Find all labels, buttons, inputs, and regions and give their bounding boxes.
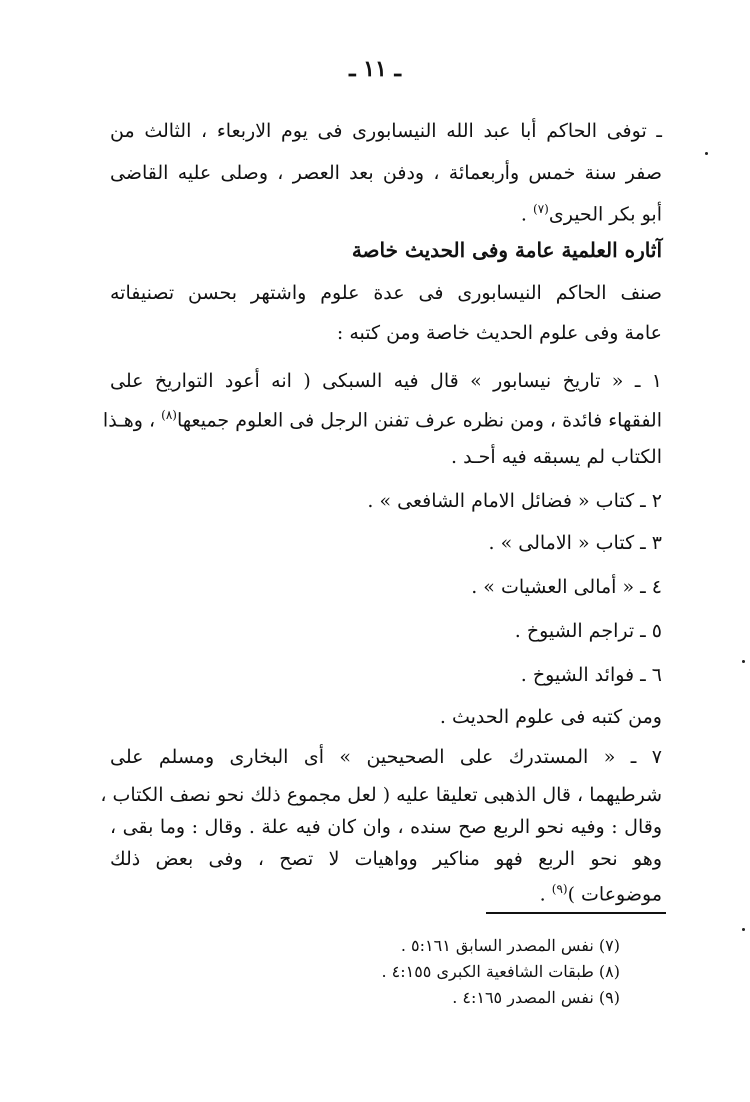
footnote-ref: (٩) [551,882,568,896]
line-text: موضوعات ) [567,883,662,906]
footnote: (٨) طبقات الشافعية الكبرى ٤:١٥٥ . [381,962,620,981]
line-text: الفقهاء فائدة ، ومن نظره عرف تفنن الرجل فى العلوم جميعها [176,409,662,432]
list-item: ٦ ـ فوائد الشيوخ . [520,664,662,686]
scan-speck [705,152,708,155]
footnote: (٧) نفس المصدر السابق ٥:١٦١ . [400,936,620,955]
text-line: صفر سنة خمس وأربعمائة ، ودفن بعد العصر ، وصلى عليه القاضى [110,162,662,184]
list-item: ٤ ـ « أمالى العشيات » . [471,576,662,598]
list-item: ٣ ـ كتاب « الامالى » . [488,532,662,554]
scan-speck [742,928,745,931]
text-line: عامة وفى علوم الحديث خاصة ومن كتبه : [336,322,662,344]
line-end-dot: . [539,883,546,906]
list-item: ٧ ـ « المستدرك على الصحيحين » أى البخارى ومسلم على [110,746,662,768]
text-line: وقال : وفيه نحو الربع صح سنده ، وان كان فيه علة . وقال : وما بقى ، [110,816,662,838]
text-line: شرطيهما ، قال الذهبى تعليقا عليه ( لعل مجموع ذلك نحو نصف الكتاب ، [100,784,662,806]
line-text: ، وهـذا [102,409,156,432]
text-line [521,202,662,225]
list-item: ٥ ـ تراجم الشيوخ . [514,620,662,642]
line-end-dot: . [520,203,527,226]
section-heading: آثاره العلمية عامة وفى الحديث خاصة [351,238,662,262]
text-line [103,408,662,431]
list-item: ٢ ـ كتاب « فضائل الامام الشافعى » . [367,490,662,512]
text-line [540,882,662,905]
footnote-ref: (٨) [161,408,177,422]
footnote: (٩) نفس المصدر ٤:١٦٥ . [452,988,620,1007]
text-line: الكتاب لم يسبقه فيه أحـد . [451,446,662,468]
footnote-ref: (٧) [533,202,549,216]
list-item: ١ ـ « تاريخ نيسابور » قال فيه السبكى ( انه أعود التواريخ على [110,370,662,392]
page-number: ـ ١١ ـ [349,56,401,82]
text-line: ومن كتبه فى علوم الحديث . [439,706,662,728]
text-line: صنف الحاكم النيسابورى فى عدة علوم واشتهر بحسن تصنيفاته [110,282,662,304]
text-line: ـ توفى الحاكم أبا عبد الله النيسابورى فى يوم الاربعاء ، الثالث من [110,120,662,142]
line-text: أبو بكر الحيرى [548,203,662,226]
text-line: وهو نحو الربع فهو مناكير وواهيات لا تصح ، وفى بعض ذلك [110,848,662,870]
footnote-divider [486,912,666,914]
scan-speck [742,660,745,663]
